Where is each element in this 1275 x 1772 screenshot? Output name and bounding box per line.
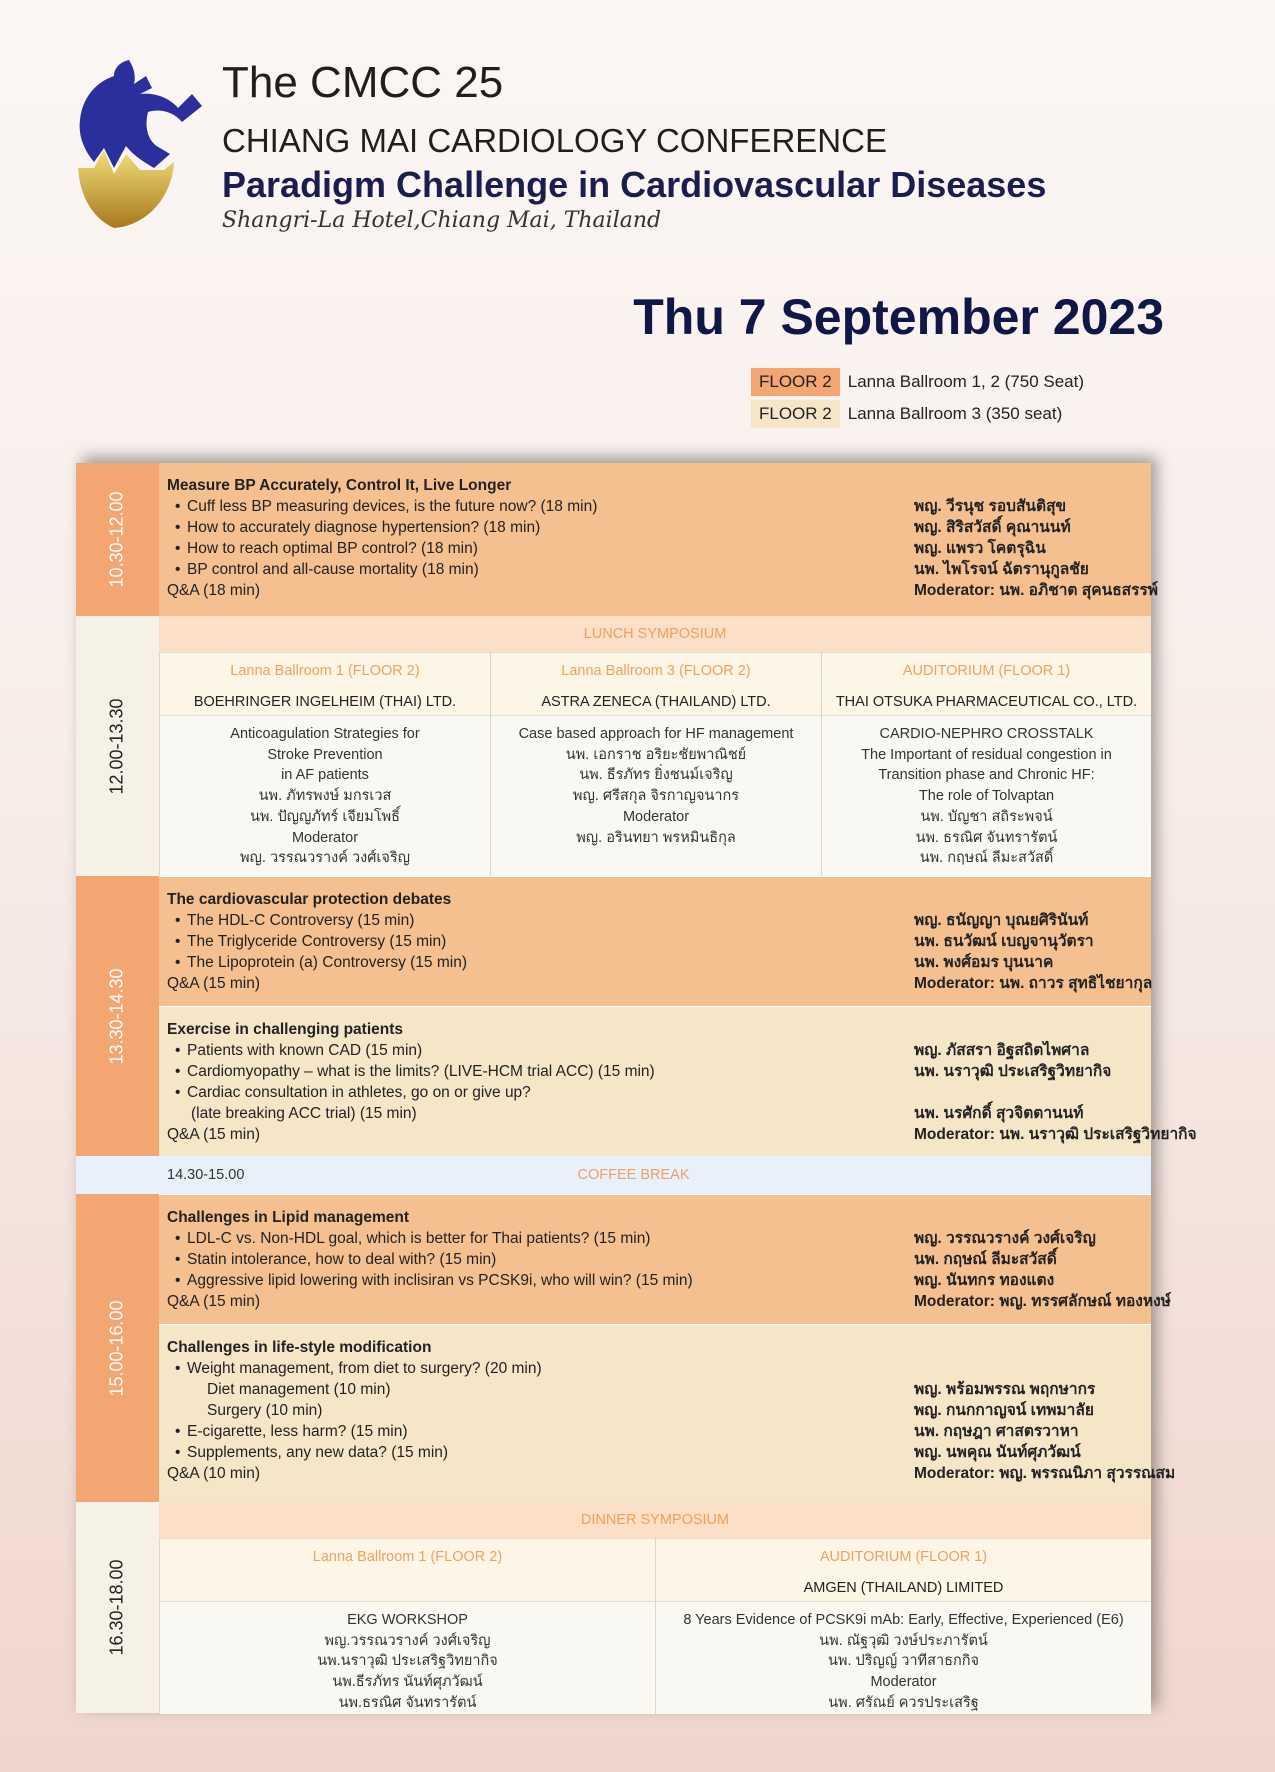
schedule-table bbox=[76, 463, 1197, 1713]
speaker: พญ. วีรนุช รอบสันติสุข bbox=[914, 498, 1067, 515]
topic-item: • How to reach optimal BP control? (18 min) bbox=[167, 538, 597, 559]
room-label: Lanna Ballroom 1 (FLOOR 2) bbox=[160, 1538, 655, 1575]
topic-item-continued: (late breaking ACC trial) (15 min) bbox=[191, 1105, 417, 1122]
qa-label: Q&A (10 min) bbox=[167, 1465, 261, 1482]
topic-list bbox=[167, 1228, 693, 1291]
speaker-list bbox=[914, 1358, 1175, 1484]
speaker-spacer bbox=[914, 1358, 1175, 1379]
talk-line: นพ.ธรณิศ จันทรารัตน์ bbox=[338, 1694, 477, 1711]
speaker-list bbox=[914, 1228, 1171, 1312]
legend-floor: FLOOR 2 bbox=[751, 368, 840, 396]
talk-line: นพ.นราวุฒิ ประเสริฐวิทยากิจ bbox=[317, 1653, 498, 1670]
talk-line: นพ. เอกราช อริยะชัยพาณิชย์ bbox=[565, 746, 747, 763]
cmcc-heart-logo bbox=[74, 58, 204, 230]
program-date: Thu 7 September 2023 bbox=[633, 289, 1164, 345]
talk-line: นพ. ภัทรพงษ์ มกรเวส bbox=[258, 788, 392, 805]
speaker: พญ. วรรณวรางค์ วงศ์เจริญ bbox=[914, 1230, 1096, 1247]
qa-label: Q&A (15 min) bbox=[167, 1293, 261, 1310]
topic-item: • BP control and all-cause mortality (18 min) bbox=[167, 559, 597, 580]
talk-line: Transition phase and Chronic HF: bbox=[878, 767, 1095, 784]
topic-item: • Weight management, from diet to surgery? (20 min) bbox=[167, 1358, 542, 1379]
talk-details bbox=[491, 715, 821, 848]
session-bp bbox=[159, 463, 1159, 616]
speaker-list bbox=[914, 910, 1152, 994]
topic-item: • Supplements, any new data? (15 min) bbox=[167, 1442, 542, 1463]
speaker: พญ. นพคุณ นันท์ศุภวัฒน์ bbox=[914, 1444, 1081, 1461]
speaker: นพ. ไพโรจน์ ฉัตรานุกูลชัย bbox=[914, 561, 1089, 578]
moderator: Moderator: นพ. นราวุฒิ ประเสริฐวิทยากิจ bbox=[914, 1126, 1197, 1143]
conference-theme: Paradigm Challenge in Cardiovascular Diseases bbox=[222, 164, 1047, 205]
session-lifestyle-modification bbox=[159, 1324, 1176, 1502]
qa-label: Q&A (15 min) bbox=[167, 1126, 261, 1143]
sponsor-name: ASTRA ZENECA (THAILAND) LTD. bbox=[491, 689, 821, 715]
topic-item: • E-cigarette, less harm? (15 min) bbox=[167, 1421, 542, 1442]
dinner-column-2 bbox=[655, 1538, 1151, 1713]
talk-line: Stroke Prevention bbox=[267, 746, 383, 763]
talk-line: นพ. ณัฐวุฒิ วงษ์ประภารัตน์ bbox=[819, 1632, 988, 1649]
time-slot: 12.00-13.30 bbox=[76, 616, 159, 876]
coffee-break-row bbox=[76, 1156, 1151, 1194]
topic-item: • Cardiac consultation in athletes, go on or give up? bbox=[167, 1082, 655, 1103]
session-lipid-management bbox=[159, 1194, 1171, 1324]
topic-item: • Aggressive lipid lowering with inclisiran vs PCSK9i, who will win? (15 min) bbox=[167, 1270, 693, 1291]
talk-line: นพ. ปริญญ์ วาทีสาธกกิจ bbox=[828, 1653, 979, 1670]
session-cv-protection-debates bbox=[159, 876, 1151, 1006]
talk-line: The role of Tolvaptan bbox=[918, 788, 1055, 805]
speaker-list bbox=[914, 496, 1158, 601]
speaker: นพ. นรศักดิ์ สุวจิตตานนท์ bbox=[914, 1105, 1084, 1122]
session-exercise bbox=[159, 1006, 1197, 1156]
conference-short-title: The CMCC 25 bbox=[222, 58, 504, 107]
speaker: นพ. พงศ์อมร บุนนาค bbox=[914, 954, 1054, 971]
topic-item: • Statin intolerance, how to deal with? (15 min) bbox=[167, 1249, 693, 1270]
legend-item-ballroom-1-2 bbox=[751, 368, 1084, 396]
speaker: นพ. ธนวัฒน์ เบญจานุวัตรา bbox=[914, 933, 1094, 950]
qa-label: Q&A (18 min) bbox=[167, 582, 261, 599]
topic-item: • The Lipoprotein (a) Controversy (15 min) bbox=[167, 952, 467, 973]
talk-line: 8 Years Evidence of PCSK9i mAb: Early, Effective, Experienced (E6) bbox=[683, 1612, 1124, 1628]
topic-list bbox=[167, 910, 467, 973]
talk-details bbox=[160, 1601, 655, 1714]
time-slot: 13.30-14.30 bbox=[76, 876, 159, 1156]
talk-line: นพ. บัญชา สถิระพจน์ bbox=[920, 808, 1053, 825]
talk-line: Moderator bbox=[622, 808, 690, 825]
talk-line: นพ. กฤษณ์ ลีมะสวัสดิ์ bbox=[919, 850, 1054, 867]
moderator: Moderator: พญ. ทรรศลักษณ์ ทองหงษ์ bbox=[914, 1293, 1171, 1310]
topic-item: • How to accurately diagnose hypertension? (18 min) bbox=[167, 517, 597, 538]
speaker: พญ. ภัสสรา อิฐสถิตไพศาล bbox=[914, 1042, 1090, 1059]
topic-list bbox=[167, 1358, 542, 1463]
talk-line: นพ. ธีรภัทร ยิ่งชนม์เจริญ bbox=[579, 767, 733, 784]
speaker: พญ. สิริสวัสดิ์ คุณานนท์ bbox=[914, 519, 1071, 536]
time-slot: 10.30-12.00 bbox=[76, 463, 159, 616]
speaker-spacer bbox=[914, 1082, 1197, 1103]
topic-item: • LDL-C vs. Non-HDL goal, which is better for Thai patients? (15 min) bbox=[167, 1228, 693, 1249]
topic-item: • Patients with known CAD (15 min) bbox=[167, 1040, 655, 1061]
legend-floor: FLOOR 2 bbox=[751, 400, 840, 428]
legend-item-ballroom-3 bbox=[751, 400, 1062, 428]
session-title: Measure BP Accurately, Control It, Live Longer bbox=[167, 477, 512, 494]
conference-name: CHIANG MAI CARDIOLOGY CONFERENCE bbox=[222, 122, 887, 159]
talk-details bbox=[160, 715, 490, 869]
subtopic-item: Surgery (10 min) bbox=[207, 1402, 323, 1419]
talk-line: Case based approach for HF management bbox=[518, 726, 794, 742]
topic-list bbox=[167, 496, 597, 580]
talk-line: The Important of residual congestion in bbox=[861, 746, 1112, 763]
topic-item: • The HDL-C Controversy (15 min) bbox=[167, 910, 467, 931]
room-label: AUDITORIUM (FLOOR 1) bbox=[822, 652, 1151, 689]
moderator: Moderator: นพ. อภิชาต สุคนธสรรพ์ bbox=[914, 582, 1159, 599]
topic-list bbox=[167, 1040, 655, 1124]
lunch-column-2 bbox=[490, 652, 821, 876]
moderator: Moderator: นพ. ถาวร สุทธิไชยากุล bbox=[914, 975, 1153, 992]
sponsor-name: BOEHRINGER INGELHEIM (THAI) LTD. bbox=[160, 689, 490, 715]
speaker: นพ. กฤษฎา ศาสตรวาหา bbox=[914, 1423, 1079, 1440]
talk-line: in AF patients bbox=[281, 767, 369, 784]
room-label: Lanna Ballroom 3 (FLOOR 2) bbox=[491, 652, 821, 689]
sponsor-name bbox=[160, 1575, 655, 1601]
talk-line: นพ. ศรัณย์ ควรประเสริฐ bbox=[828, 1694, 979, 1711]
talk-line: พญ. อรินทยา พรหมินธิกุล bbox=[576, 829, 736, 846]
lunch-column-1 bbox=[159, 652, 490, 876]
speaker: พญ. นันทกร ทองแตง bbox=[914, 1272, 1055, 1289]
time-slot: 16.30-18.00 bbox=[76, 1502, 159, 1713]
topic-item: • Cardiomyopathy – what is the limits? (LIVE-HCM trial ACC) (15 min) bbox=[167, 1061, 655, 1082]
subtopic-item: Diet management (10 min) bbox=[207, 1381, 391, 1398]
coffee-break-label: COFFEE BREAK bbox=[577, 1167, 690, 1183]
sponsor-name: THAI OTSUKA PHARMACEUTICAL CO., LTD. bbox=[822, 689, 1151, 715]
lunch-symposium-heading: LUNCH SYMPOSIUM bbox=[159, 616, 1151, 652]
session-title: Exercise in challenging patients bbox=[167, 1021, 404, 1038]
coffee-break-time: 14.30-15.00 bbox=[167, 1167, 245, 1183]
session-title: The cardiovascular protection debates bbox=[167, 891, 452, 908]
room-label: AUDITORIUM (FLOOR 1) bbox=[656, 1538, 1151, 1575]
sponsor-name: AMGEN (THAILAND) LIMITED bbox=[656, 1575, 1151, 1601]
talk-line: นพ.ธีรภัทร นันท์ศุภวัฒน์ bbox=[332, 1674, 483, 1691]
talk-line: พญ. ศรีสกุล จิรกาญจนากร bbox=[572, 788, 740, 805]
speaker: พญ. แพรว โคตรุฉิน bbox=[914, 540, 1046, 557]
speaker: พญ. กนกกาญจน์ เทพมาลัย bbox=[914, 1402, 1094, 1419]
talk-line: Anticoagulation Strategies for bbox=[230, 726, 420, 742]
speaker: นพ. กฤษณ์ ลีมะสวัสดิ์ bbox=[914, 1251, 1057, 1268]
room-label: Lanna Ballroom 1 (FLOOR 2) bbox=[160, 652, 490, 689]
session-title: Challenges in Lipid management bbox=[167, 1209, 410, 1226]
talk-details bbox=[656, 1601, 1151, 1714]
speaker: นพ. นราวุฒิ ประเสริฐวิทยากิจ bbox=[914, 1063, 1112, 1080]
talk-line: พญ. วรรณวรางค์ วงศ์เจริญ bbox=[239, 850, 411, 867]
dinner-symposium-heading: DINNER SYMPOSIUM bbox=[159, 1502, 1151, 1538]
lunch-column-3 bbox=[821, 652, 1151, 876]
talk-line: Moderator bbox=[870, 1674, 937, 1691]
qa-label: Q&A (15 min) bbox=[167, 975, 261, 992]
talk-line: Moderator bbox=[291, 829, 359, 846]
talk-details bbox=[822, 715, 1151, 869]
conference-venue: Shangri-La Hotel,Chiang Mai, Thailand bbox=[222, 208, 662, 233]
talk-line: พญ.วรรณวรางค์ วงศ์เจริญ bbox=[324, 1632, 491, 1649]
topic-item: • The Triglyceride Controversy (15 min) bbox=[167, 931, 467, 952]
legend-room: Lanna Ballroom 1, 2 (750 Seat) bbox=[847, 372, 1085, 391]
time-slot: 15.00-16.00 bbox=[76, 1194, 159, 1502]
talk-line: นพ. ธรณิศ จันทรารัตน์ bbox=[915, 829, 1058, 846]
moderator: Moderator: พญ. พรรณนิภา สุวรรณสม bbox=[914, 1465, 1176, 1482]
legend-room: Lanna Ballroom 3 (350 seat) bbox=[847, 404, 1063, 423]
talk-line: EKG WORKSHOP bbox=[347, 1612, 468, 1628]
speaker-list bbox=[914, 1040, 1197, 1145]
topic-item: • Cuff less BP measuring devices, is the future now? (18 min) bbox=[167, 496, 597, 517]
speaker: พญ. ธนัญญา บุณยศิรินันท์ bbox=[914, 912, 1089, 929]
session-title: Challenges in life-style modification bbox=[167, 1339, 432, 1356]
talk-line: นพ. ปัญญภัทร์ เจียมโพธิ์ bbox=[249, 808, 401, 825]
talk-line: CARDIO-NEPHRO CROSSTALK bbox=[879, 726, 1094, 742]
speaker: พญ. พร้อมพรรณ พฤกษากร bbox=[914, 1381, 1096, 1398]
dinner-column-1 bbox=[159, 1538, 655, 1713]
